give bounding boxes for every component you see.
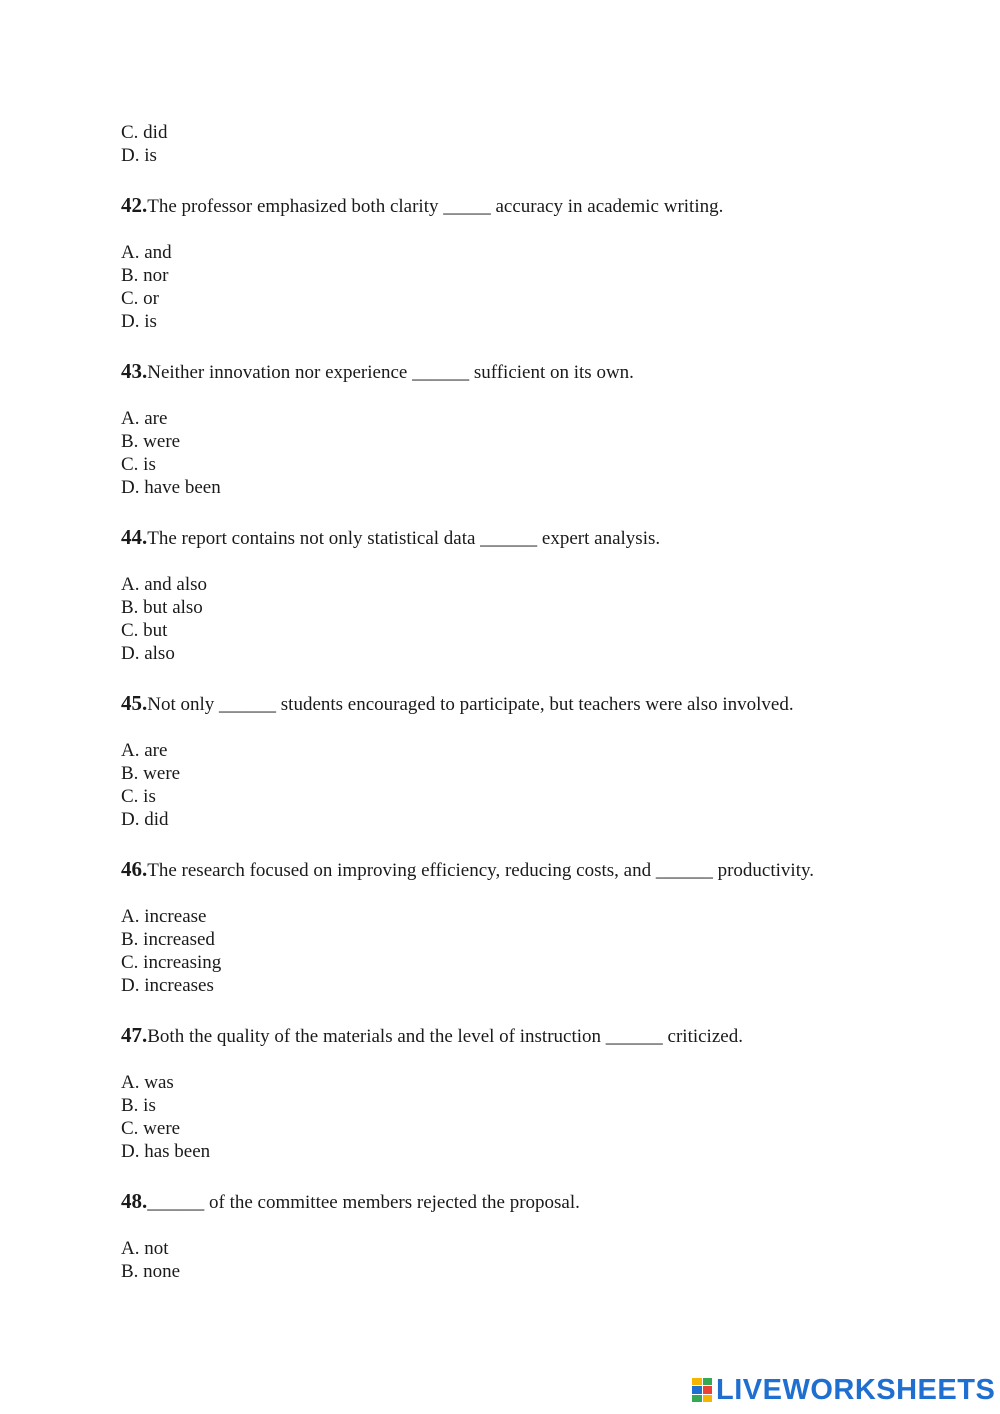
answer-option[interactable]: D. increases bbox=[121, 975, 214, 996]
answer-option[interactable]: B. increased bbox=[121, 929, 215, 950]
answer-option[interactable]: C. is bbox=[121, 786, 156, 807]
question-45 bbox=[121, 691, 794, 717]
liveworksheets-logo-icon bbox=[692, 1378, 712, 1402]
question-42 bbox=[121, 193, 723, 219]
answer-option[interactable]: C. but bbox=[121, 620, 168, 641]
question-text: The report contains not only statistical data ______ expert analysis. bbox=[147, 528, 661, 549]
answer-option[interactable]: D. also bbox=[121, 643, 175, 664]
question-text: Neither innovation nor experience ______ sufficient on its own. bbox=[147, 362, 634, 383]
answer-option[interactable]: B. but also bbox=[121, 597, 203, 618]
answer-option[interactable]: A. not bbox=[121, 1238, 169, 1259]
answer-option[interactable]: A. was bbox=[121, 1072, 174, 1093]
answer-option[interactable]: C. did bbox=[121, 122, 168, 143]
answer-option[interactable]: C. is bbox=[121, 454, 156, 475]
answer-option[interactable]: D. is bbox=[121, 145, 157, 166]
answer-option[interactable]: B. none bbox=[121, 1261, 181, 1282]
question-48 bbox=[121, 1189, 580, 1215]
answer-option[interactable]: D. did bbox=[121, 809, 169, 830]
question-text: ______ of the committee members rejected the proposal. bbox=[147, 1192, 580, 1213]
answer-option[interactable]: C. or bbox=[121, 288, 159, 309]
answer-option[interactable]: B. were bbox=[121, 431, 181, 452]
question-number: 44. bbox=[121, 525, 148, 549]
answer-option[interactable]: D. has been bbox=[121, 1141, 211, 1162]
question-46 bbox=[121, 857, 814, 883]
question-number: 43. bbox=[121, 359, 148, 383]
question-text: The research focused on improving efficiency, reducing costs, and ______ productivity. bbox=[147, 860, 814, 881]
answer-option[interactable]: A. are bbox=[121, 740, 168, 761]
question-number: 47. bbox=[121, 1023, 148, 1047]
answer-option[interactable]: C. increasing bbox=[121, 952, 222, 973]
question-43 bbox=[121, 359, 634, 385]
question-44 bbox=[121, 525, 660, 551]
answer-option[interactable]: A. and bbox=[121, 242, 172, 263]
answer-option[interactable]: A. increase bbox=[121, 906, 207, 927]
answer-option[interactable]: A. and also bbox=[121, 574, 208, 595]
question-number: 46. bbox=[121, 857, 148, 881]
question-text: The professor emphasized both clarity _____ accuracy in academic writing. bbox=[147, 196, 724, 217]
question-47 bbox=[121, 1023, 743, 1049]
question-number: 48. bbox=[121, 1189, 148, 1213]
answer-option[interactable]: A. are bbox=[121, 408, 168, 429]
answer-option[interactable]: D. have been bbox=[121, 477, 221, 498]
answer-option[interactable]: D. is bbox=[121, 311, 157, 332]
answer-option[interactable]: B. were bbox=[121, 763, 181, 784]
liveworksheets-logo-text: LIVEWORKSHEETS bbox=[716, 1374, 996, 1406]
question-number: 42. bbox=[121, 193, 148, 217]
answer-option[interactable]: B. is bbox=[121, 1095, 156, 1116]
liveworksheets-logo bbox=[692, 1376, 995, 1404]
question-text: Both the quality of the materials and the level of instruction ______ criticized. bbox=[147, 1026, 743, 1047]
question-number: 45. bbox=[121, 691, 148, 715]
answer-option[interactable]: B. nor bbox=[121, 265, 169, 286]
question-text: Not only ______ students encouraged to participate, but teachers were also involved. bbox=[147, 694, 794, 715]
answer-option[interactable]: C. were bbox=[121, 1118, 181, 1139]
